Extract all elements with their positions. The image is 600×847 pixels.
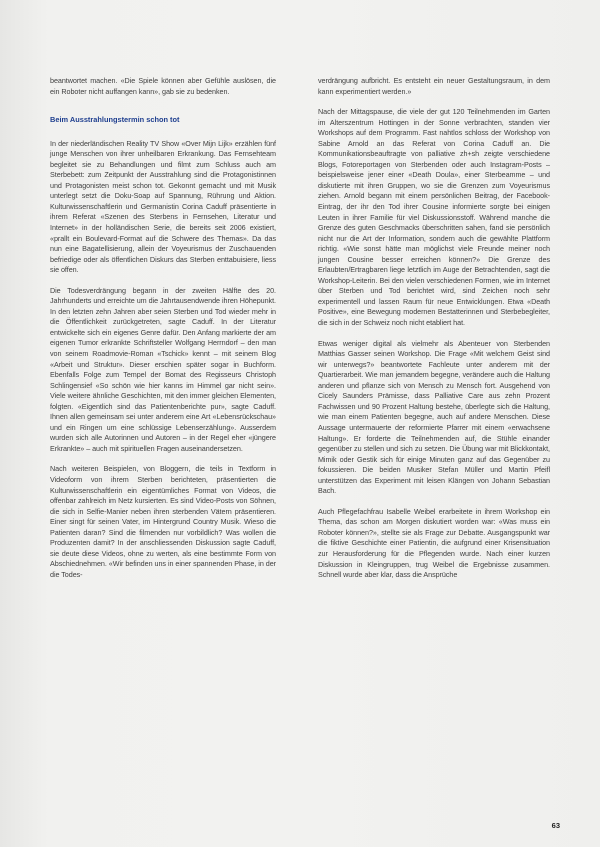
body-paragraph: In der niederländischen Reality TV Show «Over Mijn Lijk» erzählen fünf junge Menschen von ihrer unheilbaren Erkrankung. Das Fernsehteam begleitet sie zu Behandlungen und filmt zum Schluss auch am Sterbebett: zum Zeitpunkt der Ausstrahlung sind die Protagonistinnen und Protagonisten meist schon tot. Gekonnt gemacht und mit Musik unterlegt setzt die Doku-Soap auf Spannung, Rührung und Aktion. Kulturwissenschaftlerin und Germanistin Corina Caduff präsentierte in ihrem Referat «Szenen des Sterbens in Fernsehen, Literatur und Internet» in der holländischen Serie, die bereits seit 2006 existiert, «prallt ein Boulevard-Format auf die Schwere des Themas». Da das nun eine Bagatellisierung, allein der Voyeurismus der Zuschauenden befriedige oder als öffentlichen Diskurs das Sterben enttabuisiere, liess sie offen. (50, 138, 276, 275)
body-paragraph: Nach weiteren Beispielen, von Bloggern, die teils in Textform in Videoform von ihrem Sterben berichteten, präsentierten die Kulturwissenschaftlerin ein eigentümliches Format von Videos, die offenbar zahlreich im Netz kursierten. Es sind Video-Posts von Söhnen, die sich in Selfie-Manier neben ihren sterbenden Vätern präsentieren. Einer singt für seinen Vater, im Hintergrund Country Musik. Wieso die Patienten daran? Sind die filmenden nur vorbildlich? Was wollen die Produzenten damit? In der anschliessenden Diskussion sagte Caduff, sie deute diese Videos, ohne zu werten, als eine bestimmte Form von Abschiednehmen. «Wir befinden uns in einer spannenden Phase, in der die Todes- (50, 464, 276, 579)
body-paragraph: Auch Pflegefachfrau Isabelle Weibel erarbeitete in ihrem Workshop ein Thema, das schon am Morgen diskutiert worden war: «Was muss ein Roboter können?», stellte sie als Frage zur Debatte. Ausgangspunkt war die fiktive Geschichte einer Patientin, die aufgrund einer Krisensituation zur Herausforderung für die Pflegenden wurde. Nach einer kurzen Diskussion in Kleingruppen, trug Weibel die Ergebnisse zusammen. Schnell wurde aber klar, dass die Ansprüche (318, 506, 550, 580)
body-paragraph: Etwas weniger digital als vielmehr als Abenteuer von Sterbenden Matthias Gasser seinen Workshop. Die Frage «Mit welchem Geist sind wir unterwegs?» beantwortete Fachleute unter anderem mit der Quartierarbeit. Wie man jemandem begegne, verändere auch die Haltung anderen und pflanze sich von Mensch zu Mensch fort. Ausgehend von Cicely Saunders Prämisse, dass Palliative Care aus zehn Prozent Fachwissen und 90 Prozent Haltung bestehe, überlegte sich die Haltung, wie man einem Patienten begegne, auch auf andere Menschen. Diese Aussage untermauerte der reformierte Pfarrer mit einem «erwachsene Haltung». Er forderte die Teilnehmenden auf, die Stühle einander gegenüber zu stellen und sich zu setzen. Die Übung war mit Blickkontakt, Mimik oder Gestik sich für einige Minuten ganz auf das Gegenüber zu fokussieren. Die beiden Musiker Stefan Müller und Martin Pfeifl unterstützen das Experiment mit leisen Klängen von Johann Sebastian Bach. (318, 338, 550, 496)
body-paragraph: Die Todesverdrängung begann in der zweiten Hälfte des 20. Jahrhunderts und erreichte um die Jahrtausendwende ihren Höhepunkt. In den letzten zehn Jahren aber seien Sterben und Tod wieder mehr in die Öffentlichkeit zurückgetreten, sagte Caduff. In der Literatur entwickelte sich ein eigenes Genre dafür. Den Anfang markierte der am eigenen Tumor erkrankte Schriftsteller Wolfgang Herrndorf – den man von seinem Roadmovie-Roman «Tschick» kennt – mit seinem Blog «Arbeit und Struktur». Dieser erschien später sogar in Buchform. Ebenfalls Folge zum Tempel der Bomat des Regisseurs Christoph Schlingensief «So schön wie hier kanns im Himmel gar nicht sein». Viele weitere ähnliche Geschichten, mit den immer gleichen Elementen, folgten. «Eigentlich sind das Patientenberichte pur», sagte Caduff. Ihnen allen gemeinsam sei unter anderem eine Art «Lebensrückschau» und ein Ringen um eine schlüssige Lebenserzählung». Ausserdem wurden sich alle Autorinnen und Autoren – in der Regel eher «jüngere Erkrankte» – auch mit spirituellen Fragen auseinandersetzen. (50, 285, 276, 453)
left-column (50, 76, 276, 590)
body-paragraph: Nach der Mittagspause, die viele der gut 120 Teilnehmenden im Garten im Alterszentrum Hottingen in der Sonne verbrachten, standen vier Workshops auf dem Programm. Fast nahtlos schloss der Workshop von Sabine Arnold an das Referat von Corina Caduff an. Die Kommunikationsbeauftragte von palliative zh+sh zeigte verschiedene Blogs, Fotoreportagen von Sterbenden oder auch Instagram-Posts – beispielsweise jener einer «Death Doula», einer Sterbeamme – und diskutierte mit ihren Gruppen, wo sie die Grenzen zum Voyeurismus ziehen. Arnold begann mit einem persönlichen Beitrag, der Facebook-Eintrag, der ihr den Tod ihrer Cousine informierte sorgte bei einigen Leuten in ihrer Familie für viel Diskussionsstoff. Während manche die Grenze des guten Geschmacks überschritten sahen, fand sie persönlich nicht nur die Art der Information, sondern auch die gewählte Plattform richtig. «Wie sonst hätte man möglichst viele Freunde meiner noch jungen Cousine besser erreichen können?» Die Grenze des Erlaubten/Ertragbaren liege letztlich im Auge der Betrachtenden, sagt die Workshop-Leiterin. Bei den vielen verschiedenen Formen, wie im Internet über Sterben und Tod berichtet wird, sind Zeichen noch sehr experimentell und lassen Raum für neue Entwicklungen. Etwa «Death Positive», eine Bewegung modernen Bestatterinnen und Sterbebegleiter, die sich in der Schweiz noch nicht etabliert hat. (318, 107, 550, 328)
body-paragraph: verdrängung aufbricht. Es entsteht ein neuer Gestaltungsraum, in dem kann experimentiert werden.» (318, 76, 550, 96)
section-heading: Beim Ausstrahlungstermin schon tot (50, 115, 180, 125)
right-column (318, 76, 550, 591)
intro-paragraph: beantwortet machen. «Die Spiele können aber Gefühle auslösen, die ein Roboter nicht auffangen kann», gab sie zu bedenken. (50, 76, 276, 96)
page-number: 63 (551, 821, 560, 830)
